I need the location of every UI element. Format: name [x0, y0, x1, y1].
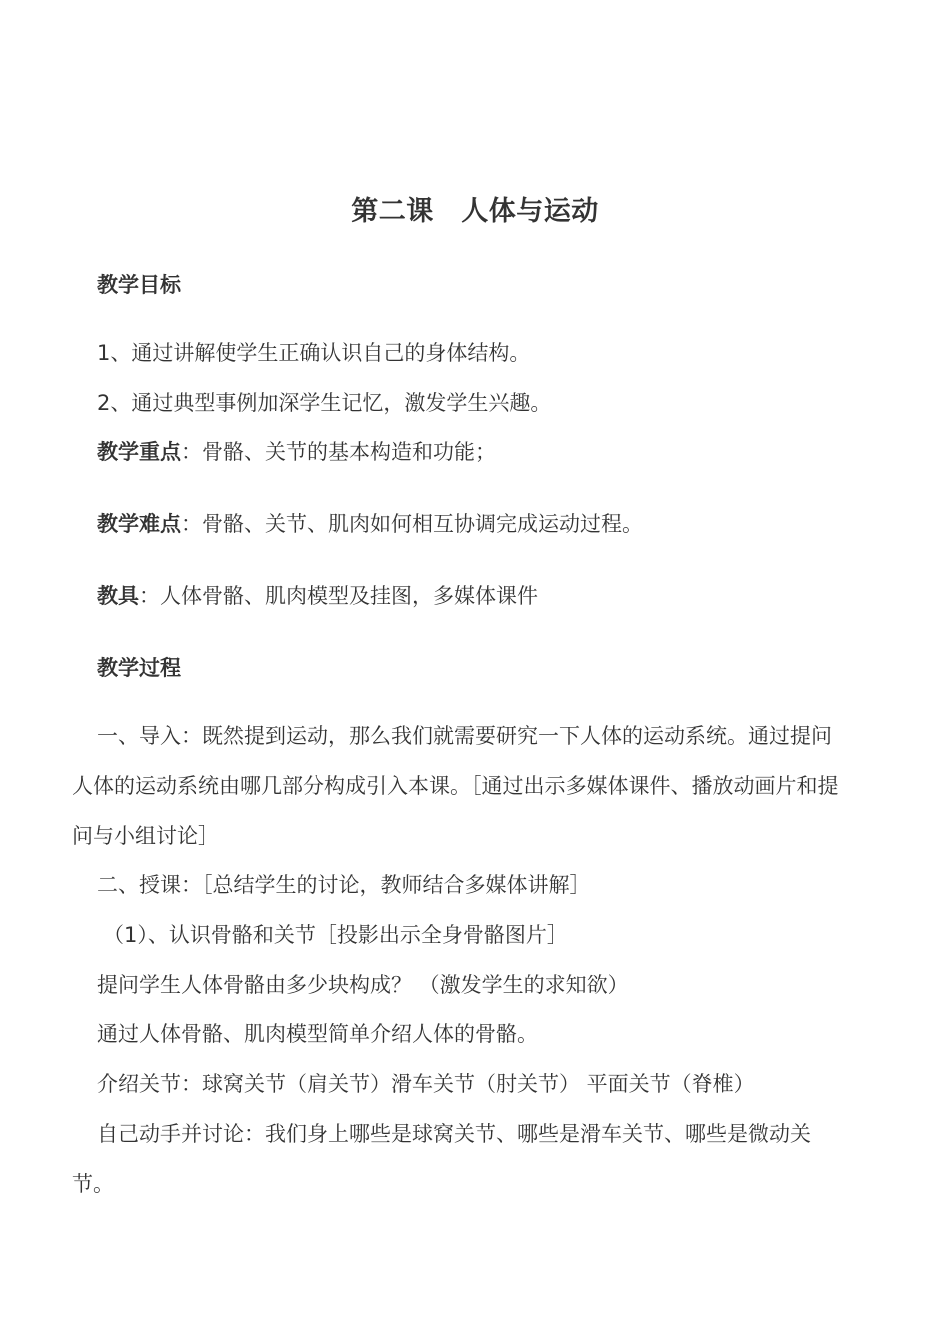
process-question: 提问学生人体骨骼由多少块构成？ （激发学生的求知欲）: [97, 973, 629, 997]
difficulty-label: 教学难点: [97, 512, 181, 536]
process-discussion-paragraph: 自己动手并讨论：我们身上哪些是球窝关节、哪些是滑车关节、哪些是微动关节。: [72, 1122, 811, 1196]
tools-label: 教具: [97, 584, 139, 608]
process-heading: 教学过程: [97, 656, 181, 680]
tools: [97, 581, 538, 611]
key-point: [97, 437, 496, 467]
difficulty: [97, 509, 643, 539]
difficulty-text: ：骨骼、关节、肌肉如何相互协调完成运动过程。: [181, 512, 643, 536]
process-section-1: （1）、认识骨骼和关节［投影出示全身骨骼图片］: [103, 923, 568, 947]
page-title: 第二课 人体与运动: [351, 196, 599, 227]
key-point-label: 教学重点: [97, 440, 181, 464]
key-point-text: ：骨骼、关节的基本构造和功能；: [181, 440, 496, 464]
objective-item-1: 1、通过讲解使学生正确认识自己的身体结构。: [97, 341, 531, 365]
objectives-heading: 教学目标: [97, 273, 181, 297]
process-model: 通过人体骨骼、肌肉模型简单介绍人体的骨骼。: [97, 1022, 538, 1046]
process-joints: 介绍关节：球窝关节（肩关节）滑车关节（肘关节） 平面关节（脊椎）: [97, 1072, 755, 1096]
objective-item-2: 2、通过典型事例加深学生记忆，激发学生兴趣。: [97, 391, 552, 415]
process-intro-paragraph: 一、导入：既然提到运动，那么我们就需要研究一下人体的运动系统。通过提问人体的运动系统由哪几部分构成引入本课。［通过出示多媒体课件、播放动画片和提问与小组讨论］: [72, 724, 839, 848]
tools-text: ：人体骨骼、肌肉模型及挂图，多媒体课件: [139, 584, 538, 608]
process-teaching: 二、授课：［总结学生的讨论，教师结合多媒体讲解］: [97, 873, 591, 897]
